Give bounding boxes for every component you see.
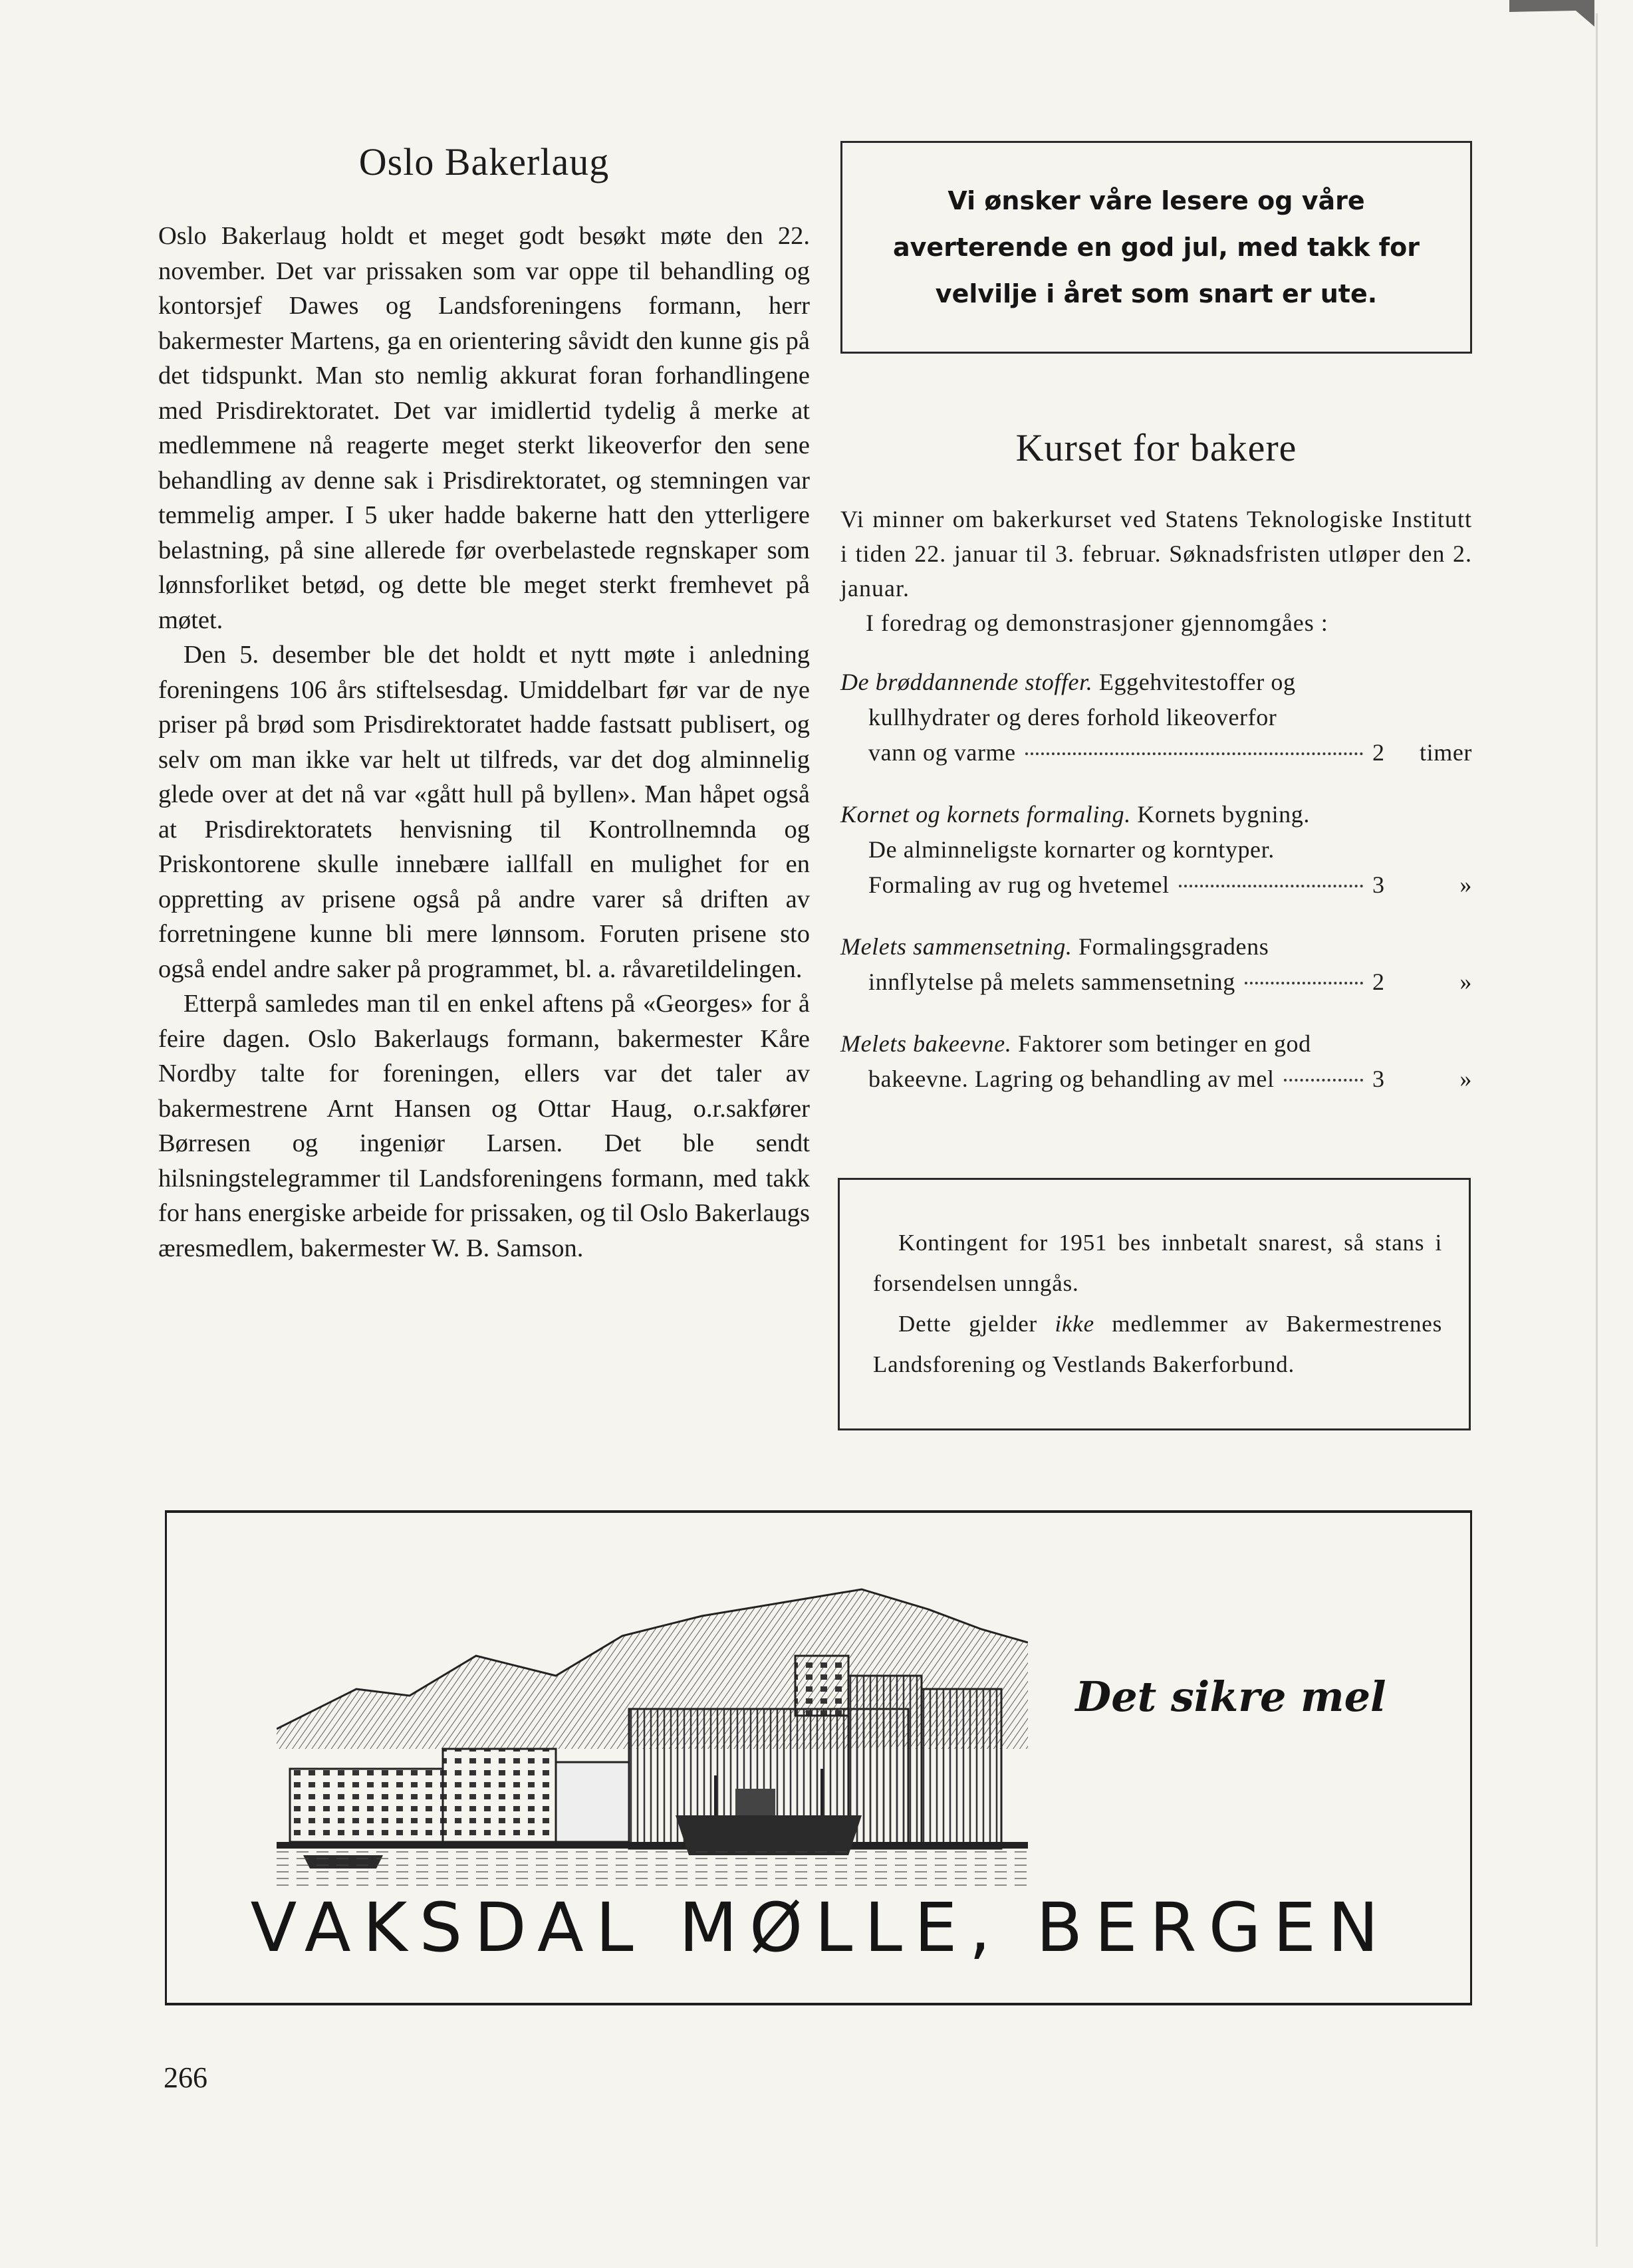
course-topic-text: Formalingsgradens: [1078, 933, 1269, 960]
christmas-greeting-box: [840, 141, 1472, 354]
course-intro-paragraph: I foredrag og demonstrasjoner gjennomgåes :: [866, 610, 1328, 636]
course-topic-unit: »: [1459, 1066, 1472, 1092]
course-topic: [840, 665, 1472, 770]
course-topic-heading: De brøddannende stoffer.: [840, 669, 1093, 695]
course-topic-text: bakeevne. Lagring og behandling av mel: [868, 1066, 1275, 1092]
article-title: Oslo Bakerlaug: [358, 140, 610, 183]
course-intro-paragraph: Vi minner om bakerkurset ved Statens Teknologiske Institutt i tiden 22. januar til 3. februar. Søknadsfristen utløper den 2. januar.: [840, 506, 1472, 602]
course-topic-unit: »: [1459, 968, 1472, 995]
course-topic: [840, 929, 1472, 1000]
article-oslo-bakerlaug: [158, 140, 810, 1266]
course-topic-text: Faktorer som betinger en god: [1018, 1030, 1311, 1057]
ad-slogan: Det sikre mel: [1075, 1672, 1386, 1721]
course-topic-text: Eggehvitestoffer og: [1098, 669, 1296, 695]
membership-exemption-text: [873, 1304, 1442, 1385]
course-topic-heading: Melets sammensetning.: [840, 933, 1072, 960]
vaksdal-advertisement: [165, 1510, 1472, 2005]
course-topic-list: [840, 665, 1472, 1123]
scan-corner-mark: [1509, 0, 1596, 27]
dot-leader: [1025, 752, 1363, 755]
course-title: Kurset for bakere: [1015, 426, 1297, 469]
course-topic-hours: 3: [1372, 871, 1385, 898]
course-topic: [840, 1026, 1472, 1097]
course-topic: [840, 797, 1472, 903]
course-topic-text: De alminneligste kornarter og korntyper.: [868, 836, 1275, 863]
scan-edge: [1596, 13, 1598, 2247]
membership-exemption-pre: Dette gjelder: [898, 1311, 1055, 1337]
course-topic-unit: »: [1459, 871, 1472, 898]
course-topic-heading: Kornet og kornets formaling.: [840, 801, 1131, 828]
membership-fee-box: [838, 1178, 1471, 1430]
article-paragraph: Etterpå samledes man til en enkel aftens på «Georges» for å feire dagen. Oslo Bakerlaugs formann, bakermester Kåre Nordby talte for foreningen, ellers var det taler av bakermestrene Arnt Hansen og Ottar Haug, o.r.sakfører Børresen og ingeniør Larsen. Det ble sendt hilsningstelegrammer til Landsforeningens formann, med takk for hans energiske arbeide for prissaken, og til Oslo Bakerlaugs æresmedlem, bakermester W. B. Samson.: [158, 990, 810, 1262]
dot-leader: [1284, 1079, 1363, 1081]
membership-fee-text: Kontingent for 1951 bes innbetalt snarest, så stans i forsendelsen unngås.: [873, 1230, 1442, 1296]
article-paragraph: Den 5. desember ble det holdt et nytt møte i anledning foreningens 106 års stiftelsesdag. Umiddelbart før var de nye priser på brød som Prisdirektoratet hadde fastsatt publisert, og selv om man ikke var helt ut tilfreds, var det dog alminnelig glede over at det nå var «gått hull på byllen». Man håpet også at Prisdirektoratets henvisning til Kontrollnemnda og Priskontorene skulle innebære iallfall en mulighet for en oppretting av prisene også på andre varer så driften av forretningene kunne bli mere lønnsom. Foruten prisene sto også endel andre saker på programmet, bl. a. råvaretildelingen.: [158, 641, 810, 983]
dot-leader: [1179, 885, 1363, 887]
ad-brand-name: VAKSDAL MØLLE, BERGEN: [250, 1888, 1391, 1968]
mill-harbour-illustration: [277, 1576, 1028, 1888]
article-paragraph: Oslo Bakerlaug holdt et meget godt besøkt møte den 22. november. Det var prissaken som var oppe til behandling og kontorsjef Dawes og Landsforeningens formann, herr bakermester Martens, ga en orientering såvidt den kunne gis på det tidspunkt. Man sto nemlig akkurat foran forhandlingene med Prisdirektoratet. Det var imidlertid tydelig å merke at medlemmene nå reagerte meget sterkt likeoverfor den sene behandling av denne sak i Prisdirektoratet, og stemningen var temmelig amper. I 5 uker hadde bakerne hatt den ytterligere belastning, på sine allerede før overbelastede regnskaper som lønnsforliket betød, og dette ble meget sterkt fremhevet på møtet.: [158, 222, 810, 634]
course-topic-hours: 2: [1372, 739, 1385, 766]
course-topic-text: innflytelse på melets sammensetning: [868, 968, 1235, 995]
dot-leader: [1245, 982, 1363, 984]
christmas-greeting-text: Vi ønsker våre lesere og våre averterende en god jul, med takk for velvilje i året som snart er ute.: [893, 186, 1420, 308]
course-topic-text: kullhydrater og deres forhold likeoverfor: [868, 704, 1277, 731]
course-topic-hours: 2: [1372, 968, 1385, 995]
membership-exemption-emphasis: ikke: [1055, 1311, 1094, 1337]
membership-exemption-post: medlemmer av Bakermestrenes Landsforening og Vestlands Bakerforbund.: [873, 1311, 1443, 1377]
course-topic-text: Formaling av rug og hvetemel: [868, 871, 1170, 898]
course-topic-heading: Melets bakeevne.: [840, 1030, 1012, 1057]
page-number: 266: [164, 2061, 207, 2094]
course-topic-text: Kornets bygning.: [1137, 801, 1310, 828]
course-topic-hours: 3: [1372, 1066, 1385, 1092]
course-topic-text: vann og varme: [868, 739, 1016, 766]
course-topic-unit: timer: [1420, 739, 1472, 766]
course-intro: [840, 502, 1472, 640]
